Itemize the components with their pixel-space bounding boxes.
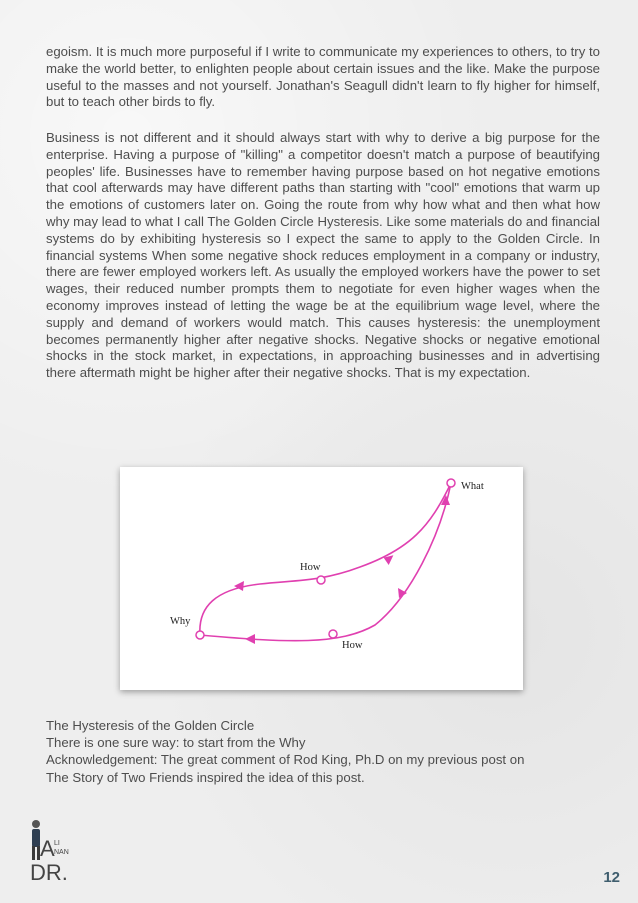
label-how-bottom: How <box>342 640 363 651</box>
label-what: What <box>461 481 484 492</box>
logo-figure-body <box>32 829 40 847</box>
paragraph-intro <box>46 44 600 111</box>
logo-letter-a: A <box>40 836 55 861</box>
node-why <box>196 631 204 639</box>
upper-curve <box>200 483 451 635</box>
logo-figure-head <box>32 820 40 828</box>
captions <box>46 717 606 786</box>
page-number: 12 <box>603 869 620 886</box>
logo-text-nan: NAN <box>54 849 69 856</box>
hysteresis-diagram <box>120 467 523 690</box>
caption-acknowledgement: Acknowledgement: The great comment of Rod King, Ph.D on my previous post on <box>46 752 525 768</box>
label-how-top: How <box>300 562 321 573</box>
paragraph-body-text: Business is not different and it should always start with why to derive a big purpose for the enterprise. Having a purpose of "killing" a competitor doesn't match a purpose of beautifying peoples' life. Businesses have to remember having purpose based on hot negative emotions that cool afterwards may have different paths than starting with "cool" emotions that warm up the emotions of customers later on. Going the route from why how what and then what how why may lead to what I call The Golden Circle Hysteresis. Like some materials do and financial systems do by exhibiting hysteresis so I expect the same to apply to the Golden Circle. In financial systems When some negative shock reduces employment in a company or industry, there are fewer employed workers left. As usually the employed workers have the power to set wages, their reduced number prompts them to negotiate for even higher wages when the economy improves instead of letting the wage be at the equilibrium wage level, where the supply and demand of workers would match. This causes hysteresis: the unemployment becomes permanently higher after negative shocks. Negative shocks or negative emotional shocks in the stock market, in expectations, in approaching businesses and in advertising there aftermath might be higher after their negative shocks. That is my expectation. <box>46 130 600 381</box>
paragraph-intro-text: egoism. It is much more purposeful if I write to communicate my experiences to others, to try to make the world better, to enlighten people about certain issues and the like. Make the purpose useful to the masses and not yourself. Jonathan's Seagull didn't learn to fly higher for himself, but to teach other birds to fly. <box>46 44 600 110</box>
caption-title: The Hysteresis of the Golden Circle <box>46 718 255 733</box>
node-what <box>447 479 455 487</box>
caption-acknowledgement-continued: The Story of Two Friends inspired the idea of this post. <box>46 769 365 785</box>
arrow-lower-2 <box>245 634 255 644</box>
author-logo <box>28 818 74 882</box>
logo-text-li: LI <box>54 840 60 847</box>
logo-text-dr: DR. <box>30 860 68 882</box>
lower-curve <box>200 483 451 641</box>
node-how-bottom <box>329 630 337 638</box>
caption-subtitle: There is one sure way: to start from the Why <box>46 735 306 751</box>
node-how-top <box>317 576 325 584</box>
label-why: Why <box>170 616 191 627</box>
author-logo-svg <box>28 818 74 882</box>
hysteresis-diagram-svg <box>120 467 523 690</box>
paragraph-body <box>46 130 600 382</box>
logo-figure-leg-left <box>32 846 35 860</box>
